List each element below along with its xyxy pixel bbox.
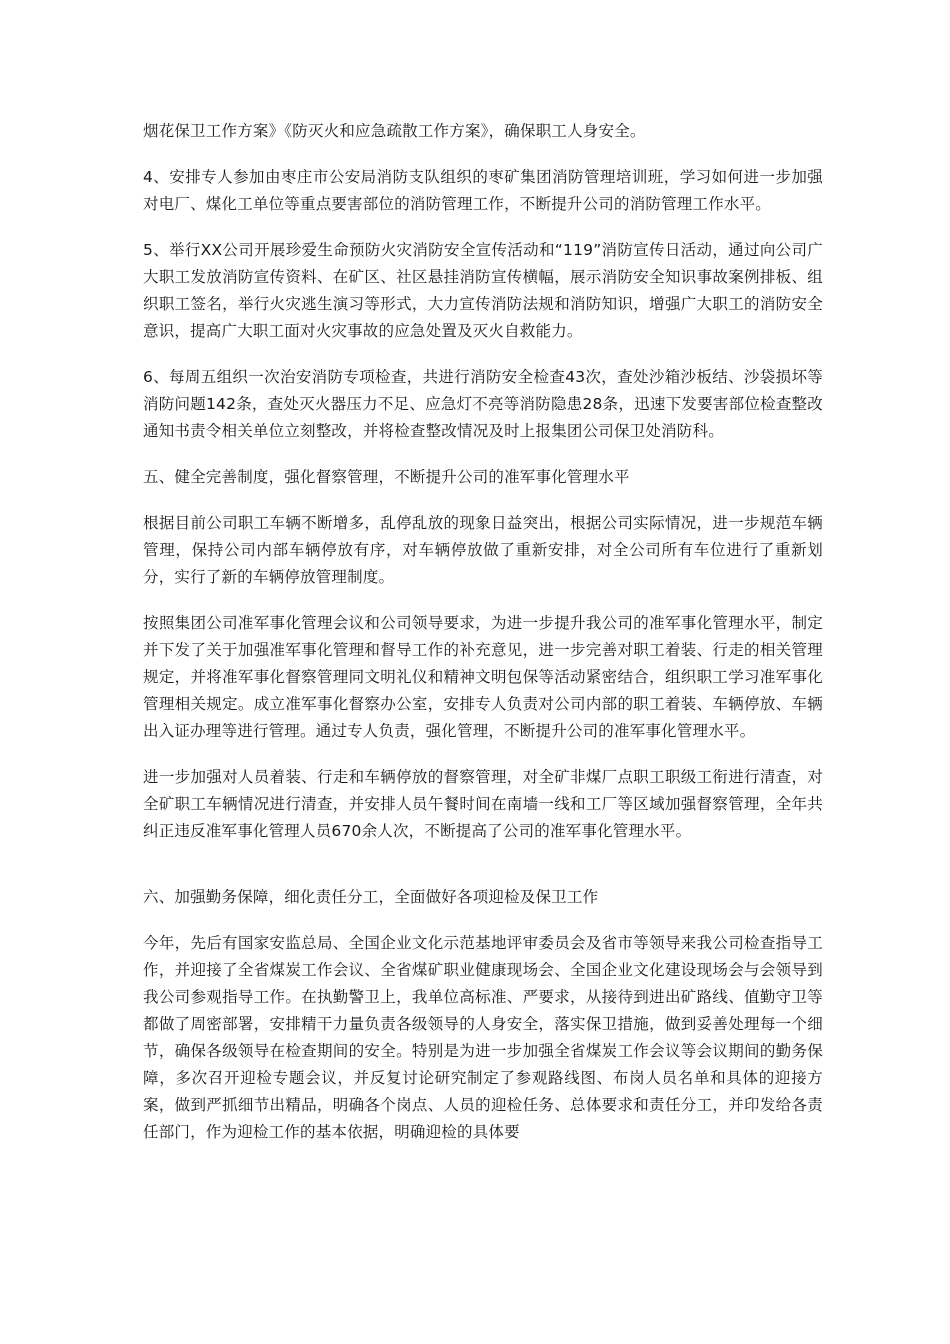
paragraph-inspection-security: 今年，先后有国家安监总局、全国企业文化示范基地评审委员会及省市等领导来我公司检查指导工作，并迎接了全省煤炭工作会议、全省煤矿职业健康现场会、全国企业文化建设现场会与会领导到我公司参观指导工作。在执勤警卫上，我单位高标准、严要求，从接待到进出矿路线、值勤守卫等都做了周密部署，安排精干力量负责各级领导的人身安全，落实保卫措施，做到妥善处理每一个细节，确保各级领导在检查期间的安全。特别是为进一步加强全省煤炭工作会议等会议期间的勤务保障，多次召开迎检专题会议，并反复讨论研究制定了参观路线图、布岗人员名单和具体的迎接方案，做到严抓细节出精品，明确各个岗点、人员的迎检任务、总体要求和责任分工，并印发给各责任部门，作为迎检工作的基本依据，明确迎检的具体要 — [143, 934, 823, 1141]
paragraph-military-management: 按照集团公司准军事化管理会议和公司领导要求，为进一步提升我公司的准军事化管理水平，制定并下发了关于加强准军事化管理和督导工作的补充意见，进一步完善对职工着装、行走的相关管理规定，并将准军事化督察管理同文明礼仪和精神文明包保等活动紧密结合，组织职工学习准军事化管理相关规定。成立准军事化督察办公室，安排专人负责对公司内部的职工着装、车辆停放、车辆出入证办理等进行管理。通过专人负责，强化管理，不断提升公司的准军事化管理水平。 — [143, 614, 823, 740]
paragraph-supervision: 进一步加强对人员着装、行走和车辆停放的督察管理，对全矿非煤厂点职工职级工衔进行清查，对全矿职工车辆情况进行清查，并安排人员午餐时间在南墙一线和工厂等区域加强督察管理，全年共纠正违反准军事化管理人员670余人次，不断提高了公司的准军事化管理水平。 — [143, 768, 823, 840]
section-heading-6: 六、加强勤务保障，细化责任分工，全面做好各项迎检及保卫工作 — [143, 888, 599, 906]
paragraph-item-4: 4、安排专人参加由枣庄市公安局消防支队组织的枣矿集团消防管理培训班，学习如何进一步加强对电厂、煤化工单位等重点要害部位的消防管理工作，不断提升公司的消防管理工作水平。 — [143, 168, 823, 213]
paragraph-vehicle-management: 根据目前公司职工车辆不断增多，乱停乱放的现象日益突出，根据公司实际情况，进一步规范车辆管理，保持公司内部车辆停放有序，对车辆停放做了重新安排，对全公司所有车位进行了重新划分，实行了新的车辆停放管理制度。 — [143, 514, 823, 586]
document-body — [143, 118, 823, 1146]
paragraph-item-5: 5、举行XX公司开展珍爱生命预防火灾消防安全宣传活动和“119”消防宣传日活动，通过向公司广大职工发放消防宣传资料、在矿区、社区悬挂消防宣传横幅，展示消防安全知识事故案例排板、组织职工签名，举行火灾逃生演习等形式，大力宣传消防法规和消防知识，增强广大职工的消防安全意识，提高广大职工面对火灾事故的应急处置及灭火自救能力。 — [143, 241, 823, 340]
paragraph-continuation: 烟花保卫工作方案》《防灭火和应急疏散工作方案》，确保职工人身安全。 — [143, 122, 646, 140]
section-heading-5: 五、健全完善制度，强化督察管理，不断提升公司的准军事化管理水平 — [143, 468, 630, 486]
paragraph-item-6: 6、每周五组织一次治安消防专项检查，共进行消防安全检查43次，查处沙箱沙板结、沙袋损坏等消防问题142条，查处灭火器压力不足、应急灯不亮等消防隐患28条，迅速下发要害部位检查整改通知书责令相关单位立刻整改，并将检查整改情况及时上报集团公司保卫处消防科。 — [143, 368, 823, 440]
